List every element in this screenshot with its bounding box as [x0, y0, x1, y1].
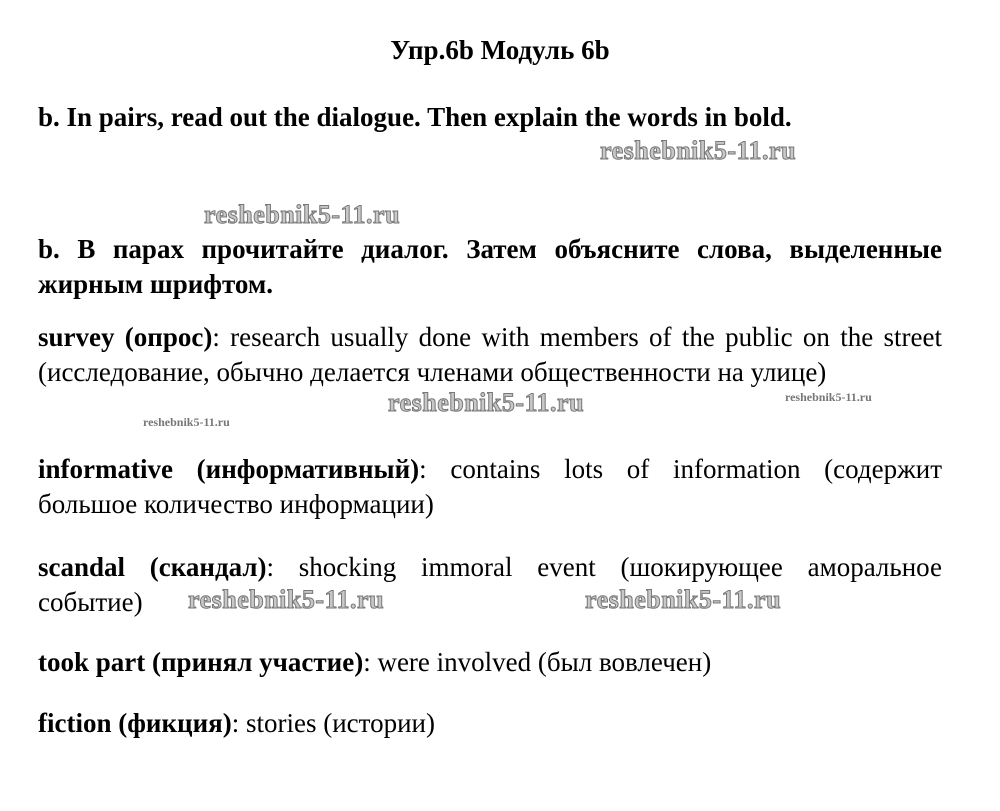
watermark: reshebnik5-11.ru — [388, 388, 585, 417]
task-english: b. In pairs, read out the dialogue. Then explain the words in bold. — [38, 102, 792, 132]
watermark: reshebnik5-11.ru — [204, 200, 401, 229]
entry-term: informative (информативный) — [38, 454, 420, 484]
watermark: reshebnik5-11.ru — [785, 390, 872, 404]
entry-term: scandal (скандал) — [38, 552, 267, 582]
entry-informative — [38, 452, 942, 522]
entry-fiction — [38, 706, 942, 741]
entry-term: fiction (фикция) — [38, 708, 232, 738]
entry-definition: : research usually done with members of the public on the street (исследование, обычно делается членами общественности на улице) — [38, 322, 943, 387]
entry-term: took part (принял участие) — [38, 647, 364, 677]
entry-definition: : shocking immoral event (шокирующее аморальное событие) — [38, 552, 942, 617]
watermark: reshebnik5-11.ru — [600, 136, 797, 165]
entry-definition: : contains lots of information (содержит большое количество информации) — [38, 454, 943, 519]
entry-scandal — [38, 550, 942, 620]
entry-definition: : were involved (был вовлечен) — [363, 647, 712, 677]
task-russian: b. В парах прочитайте диалог. Затем объясните слова, выделенные жирным шрифтом. — [38, 234, 942, 299]
page-title: Упр.6b Модуль 6b — [390, 35, 610, 65]
entry-term: survey (опрос) — [38, 322, 213, 352]
entry-took-part — [38, 645, 942, 680]
watermark: reshebnik5-11.ru — [143, 415, 230, 429]
entry-survey — [38, 320, 942, 390]
watermark: reshebnik5-11.ru — [188, 585, 385, 614]
entry-definition: : stories (истории) — [231, 708, 435, 738]
watermark: reshebnik5-11.ru — [585, 585, 782, 614]
